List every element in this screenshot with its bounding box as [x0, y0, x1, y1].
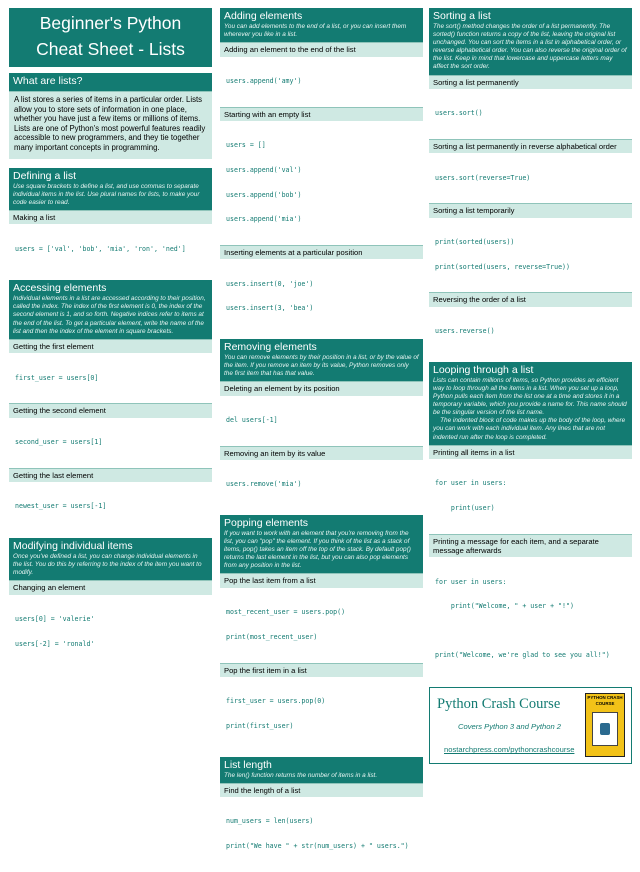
- column-3: [429, 8, 632, 764]
- code-line: users = ['val', 'bob', 'mia', 'ron', 'ned']: [15, 244, 186, 253]
- code-line: users[0] = 'valerie': [15, 615, 95, 624]
- code-line: print(user): [435, 504, 495, 513]
- section-header: Sorting a list: [429, 8, 632, 23]
- example-label: Changing an element: [9, 580, 212, 594]
- book-promo: [429, 687, 632, 764]
- example-label: Pop the first item in a list: [220, 663, 423, 677]
- snake-icon: [592, 712, 618, 746]
- promo-link[interactable]: nostarchpress.com/pythoncrashcourse: [444, 745, 575, 755]
- section-header: List length: [220, 757, 423, 772]
- section-looping: [429, 362, 632, 681]
- section-description: If you want to work with an element that you're removing from the list, you can "pop" the element. If you think of the list as a stack of items, pop() takes an item off the top of the stack. By default pop() returns the last element in the list, but you can also pop elements from any position in the list.: [220, 530, 423, 573]
- example-label: Inserting elements at a particular position: [220, 245, 423, 259]
- code-line: second_user = users[1]: [15, 437, 103, 446]
- code-line: most_recent_user = users.pop(): [226, 608, 346, 617]
- example-label: Reversing the order of a list: [429, 292, 632, 306]
- example-label: Find the length of a list: [220, 783, 423, 797]
- code-block: [9, 595, 212, 670]
- code-block: [9, 482, 212, 532]
- example-label: Sorting a list temporarily: [429, 203, 632, 217]
- code-block: [429, 459, 632, 534]
- section-description: Use square brackets to define a list, and use commas to separate individual items in the list. Use plural names for lists, to make your code easier to read.: [9, 183, 212, 210]
- code-line: print("Welcome, we're glad to see you all!"): [435, 651, 610, 660]
- section-description: The len() function returns the number of items in a list.: [220, 772, 423, 783]
- title-line-2: Cheat Sheet - Lists: [36, 39, 185, 59]
- column-1: [9, 8, 212, 669]
- section-header: Popping elements: [220, 515, 423, 530]
- code-line: users.append('mia'): [226, 215, 302, 224]
- section-header: Defining a list: [9, 168, 212, 183]
- code-line: first_user = users.pop(0): [226, 697, 326, 706]
- code-line: users[-2] = 'ronald': [15, 639, 95, 648]
- example-label: Pop the last item from a list: [220, 573, 423, 587]
- section-description: The sort() method changes the order of a list permanently. The sorted() function returns a copy of the list, leaving the original list unchanged. You can sort the items in a list in alphabetical order, or reverse alphabetical order. You can also reverse the original order of the list. Keep in mind that lowercase and uppercase letters may affect the sort order.: [429, 23, 632, 75]
- code-line: users.append('bob'): [226, 190, 302, 199]
- example-label: Starting with an empty list: [220, 107, 423, 121]
- example-label: Printing all items in a list: [429, 445, 632, 459]
- example-label: Sorting a list permanently: [429, 75, 632, 89]
- section-description: Individual elements in a list are accessed according to their position, called the index. The index of the first element is 0, the index of the second element is 1, and so forth. Negative indices refer to items at the end of the list. To get a particular element, write the name of the list and then the index of the element in square brackets.: [9, 295, 212, 338]
- section-description-2: The indented block of code makes up the body of the loop, where you can work with each individual item. Any lines that are not indented run after the loop is completed.: [429, 417, 632, 444]
- section-description: Lists can contain millions of items, so Python provides an efficient way to loop through all the items in a list. When you set up a loop, Python pulls each item from the list one at a time and stores it in a temporary variable, which you provide a name for. This name should be the singular version of the list name.: [429, 377, 632, 417]
- example-label: Getting the last element: [9, 468, 212, 482]
- example-label: Printing a message for each item, and a separate message afterwards: [429, 534, 632, 558]
- section-header: Looping through a list: [429, 362, 632, 377]
- section-what-are-lists: [9, 73, 212, 159]
- section-header: Accessing elements: [9, 280, 212, 295]
- code-block: [220, 396, 423, 446]
- section-accessing-elements: [9, 280, 212, 532]
- code-line: print(sorted(users, reverse=True)): [435, 262, 570, 271]
- code-block: [429, 153, 632, 203]
- code-line: print(first_user): [226, 721, 294, 730]
- section-popping-elements: [220, 515, 423, 752]
- code-line: users = []: [226, 141, 266, 150]
- example-label: Removing an item by its value: [220, 446, 423, 460]
- section-modifying-items: [9, 538, 212, 669]
- code-block: [220, 57, 423, 107]
- code-line: print(sorted(users)): [435, 238, 515, 247]
- code-line: [435, 627, 626, 635]
- code-line: users.append('val'): [226, 166, 302, 175]
- code-line: first_user = users[0]: [15, 373, 99, 382]
- code-block: [9, 418, 212, 468]
- book-cover-image: [585, 693, 625, 757]
- code-block: [220, 121, 423, 245]
- example-label: Getting the first element: [9, 339, 212, 353]
- section-defining-a-list: [9, 168, 212, 275]
- example-label: Sorting a list permanently in reverse alphabetical order: [429, 139, 632, 153]
- example-label: Deleting an element by its position: [220, 381, 423, 395]
- code-line: del users[-1]: [226, 415, 278, 424]
- section-header: Adding elements: [220, 8, 423, 23]
- code-block: [429, 89, 632, 139]
- code-line: print(most_recent_user): [226, 632, 318, 641]
- code-line: users.remove('mia'): [226, 480, 302, 489]
- code-line: num_users = len(users): [226, 817, 314, 826]
- code-line: users.append('amy'): [226, 77, 302, 85]
- code-line: for user in users:: [435, 479, 507, 488]
- section-description: You can add elements to the end of a list, or you can insert them wherever you like in a list.: [220, 23, 423, 42]
- code-block: [9, 353, 212, 403]
- column-2: [220, 8, 423, 872]
- code-block: [220, 588, 423, 663]
- code-block: [9, 224, 212, 274]
- promo-title: Python Crash Course: [437, 696, 561, 713]
- section-header: Modifying individual items: [9, 538, 212, 553]
- code-line: users.reverse(): [435, 327, 495, 336]
- section-header: Removing elements: [220, 339, 423, 354]
- section-body: A list stores a series of items in a particular order. Lists allow you to store sets of information in one place, whether you have just a few items or millions of items. Lists are one of Python's most powerful features readily accessible to new programmers, and they tie together many important concepts in programming.: [9, 92, 212, 159]
- title-line-1: Beginner's Python: [39, 13, 182, 33]
- example-label: Making a list: [9, 210, 212, 224]
- code-block: [429, 218, 632, 293]
- code-line: users.sort(reverse=True): [435, 173, 531, 182]
- code-block: [220, 797, 423, 872]
- example-label: Getting the second element: [9, 403, 212, 417]
- code-line: print("Welcome, " + user + "!"): [435, 602, 574, 611]
- code-block: [220, 677, 423, 752]
- code-line: users.insert(0, 'joe'): [226, 279, 314, 288]
- page-title: [9, 8, 212, 67]
- code-line: users.insert(3, 'bea'): [226, 304, 314, 313]
- section-list-length: [220, 757, 423, 872]
- code-line: newest_user = users[-1]: [15, 502, 107, 511]
- section-sorting-a-list: [429, 8, 632, 357]
- section-removing-elements: [220, 339, 423, 510]
- section-description: You can remove elements by their position in a list, or by the value of the item. If you remove an item by its value, Python removes only the first item that has that value.: [220, 354, 423, 381]
- section-adding-elements: [220, 8, 423, 334]
- section-header: What are lists?: [9, 73, 212, 92]
- example-label: Adding an element to the end of the list: [220, 42, 423, 56]
- promo-subtitle: Covers Python 3 and Python 2: [458, 722, 562, 732]
- section-description: Once you've defined a list, you can change individual elements in the list. You do this by referring to the index of the item you want to modify.: [9, 553, 212, 580]
- code-block: [220, 259, 423, 334]
- code-block: [220, 460, 423, 510]
- code-line: for user in users:: [435, 577, 507, 586]
- book-cover-title: PYTHON CRASH COURSE: [587, 695, 623, 706]
- code-line: print("We have " + str(num_users) + " users."): [226, 842, 409, 851]
- code-block: [429, 307, 632, 357]
- code-line: users.sort(): [435, 109, 483, 118]
- code-block: [429, 557, 632, 681]
